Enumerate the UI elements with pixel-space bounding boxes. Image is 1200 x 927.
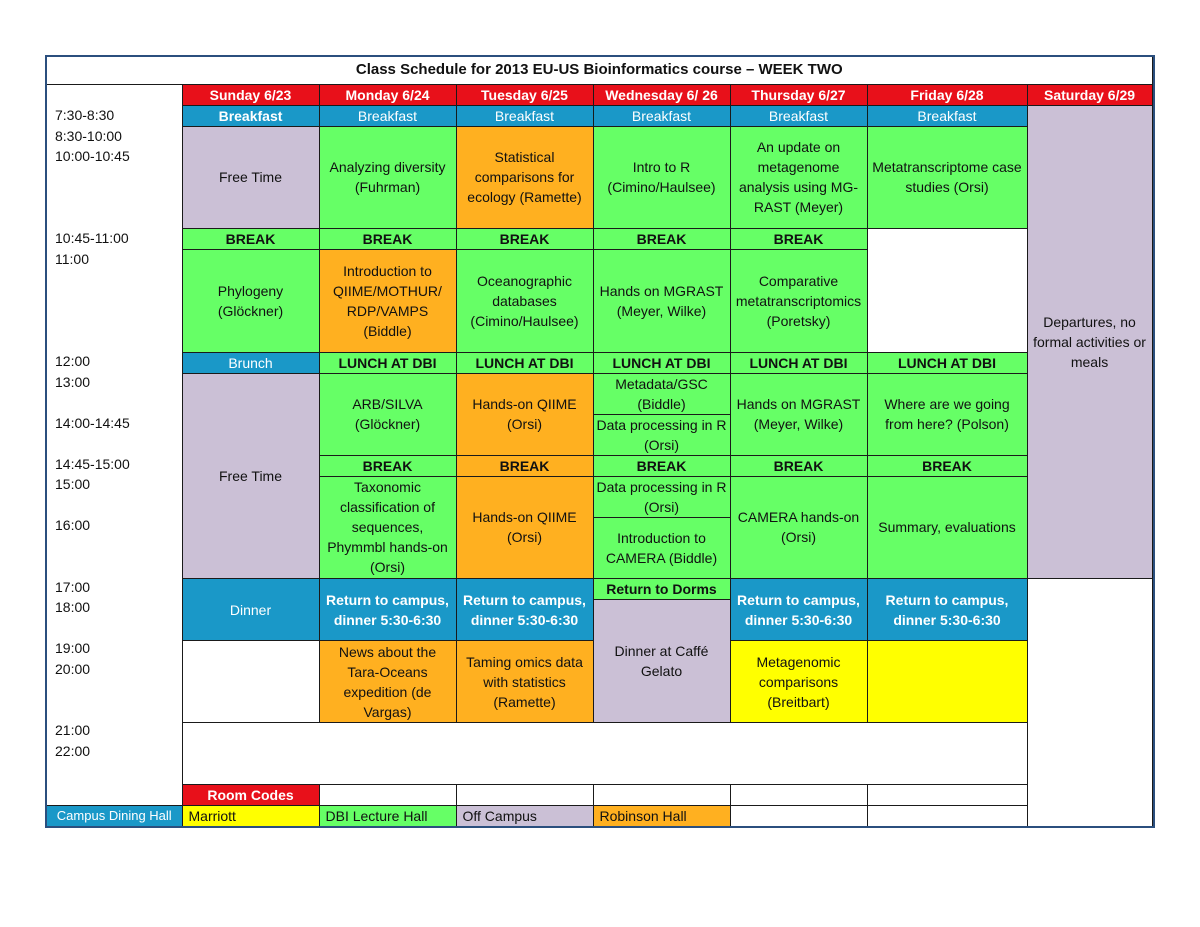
wednesday-lunch: LUNCH AT DBI <box>593 352 730 373</box>
sunday-evening-empty <box>182 641 319 723</box>
sunday-free-time-afternoon: Free Time <box>182 373 319 579</box>
friday-break-2: BREAK <box>867 455 1027 476</box>
monday-session-4: Taxonomic classification of sequences, Phymmbl hands-on (Orsi) <box>319 476 456 579</box>
thursday-break-2: BREAK <box>730 455 867 476</box>
monday-lunch: LUNCH AT DBI <box>319 352 456 373</box>
schedule-title: Class Schedule for 2013 EU-US Bioinformatics course – WEEK TWO <box>46 56 1152 84</box>
legend-marriott: Marriott <box>182 805 319 827</box>
wednesday-break-2: BREAK <box>593 455 730 476</box>
time-column <box>46 105 182 805</box>
late-evening-empty <box>182 723 1027 785</box>
tuesday-session-2: Introduction to QIIME/MOTHUR/ RDP/VAMPS (Biddle) <box>319 250 456 353</box>
sunday-breakfast: Breakfast <box>182 105 319 126</box>
day-header-wednesday: Wednesday 6/ 26 <box>593 84 730 105</box>
time-label: 13:00 <box>55 373 91 390</box>
tuesday-break-1: BREAK <box>319 229 456 250</box>
monday-session-2: Phylogeny (Glöckner) <box>182 250 319 353</box>
time-label: 20:00 <box>55 660 91 677</box>
legend-off-campus: Off Campus <box>456 805 593 827</box>
time-label: 21:00 <box>55 722 91 738</box>
friday-evening-empty <box>867 641 1027 723</box>
friday-session-1: Metatranscriptome case studies (Orsi) <box>867 126 1027 229</box>
wednesday-session-3b: Data processing in R (Orsi) <box>593 414 730 455</box>
time-label: 16:00 <box>55 517 91 533</box>
time-label: 19:00 <box>55 640 91 656</box>
sunday-free-time-morning: Free Time <box>182 126 319 229</box>
legend-dbi-lecture-hall: DBI Lecture Hall <box>319 805 456 827</box>
friday-break-1: BREAK <box>730 229 867 250</box>
schedule-table <box>45 55 1155 828</box>
sunday-brunch: Brunch <box>182 352 319 373</box>
time-label: 12:00 <box>55 353 91 369</box>
day-header-tuesday: Tuesday 6/25 <box>456 84 593 105</box>
monday-break-1: BREAK <box>182 229 319 250</box>
room-codes-label: Room Codes <box>182 784 319 805</box>
tuesday-return: Return to campus, dinner 5:30-6:30 <box>456 579 593 641</box>
time-label: 17:00 <box>55 578 91 595</box>
time-label: 22:00 <box>55 742 91 759</box>
time-label: 18:00 <box>55 599 91 615</box>
day-header-thursday: Thursday 6/27 <box>730 84 867 105</box>
friday-session-2: Comparative metatranscriptomics (Poretsky) <box>730 250 867 353</box>
legend-robinson-hall: Robinson Hall <box>593 805 730 827</box>
tuesday-break-2: BREAK <box>456 455 593 476</box>
monday-evening: News about the Tara-Oceans expedition (de Vargas) <box>319 641 456 723</box>
thursday-return: Return to campus, dinner 5:30-6:30 <box>730 579 867 641</box>
saturday-empty <box>1027 579 1152 827</box>
wednesday-session-4b: Introduction to CAMERA (Biddle) <box>593 517 730 579</box>
friday-breakfast: Breakfast <box>867 105 1027 126</box>
legend-campus-dining: Campus Dining Hall <box>46 805 182 827</box>
wednesday-session-3a: Metadata/GSC (Biddle) <box>593 373 730 414</box>
tuesday-session-1: Statistical comparisons for ecology (Ramette) <box>456 126 593 229</box>
thursday-lunch: LUNCH AT DBI <box>730 352 867 373</box>
wednesday-break-1: BREAK <box>456 229 593 250</box>
monday-return: Return to campus, dinner 5:30-6:30 <box>319 579 456 641</box>
wednesday-session-2: Oceanographic databases (Cimino/Haulsee) <box>456 250 593 353</box>
wednesday-session-4a: Data processing in R (Orsi) <box>593 476 730 517</box>
thursday-breakfast: Breakfast <box>730 105 867 126</box>
time-label: 11:00 <box>55 250 89 267</box>
friday-return: Return to campus, dinner 5:30-6:30 <box>867 579 1027 641</box>
monday-break-2: BREAK <box>319 455 456 476</box>
tuesday-lunch: LUNCH AT DBI <box>456 352 593 373</box>
time-header-blank <box>46 84 182 105</box>
saturday-departures: Departures, no formal activities or meals <box>1027 105 1152 579</box>
friday-session-3: Where are we going from here? (Polson) <box>867 373 1027 455</box>
wednesday-session-1: Intro to R (Cimino/Haulsee) <box>593 126 730 229</box>
time-label: 8:30-10:00 <box>55 127 122 144</box>
day-header-sunday: Sunday 6/23 <box>182 84 319 105</box>
sunday-dinner: Dinner <box>182 579 319 641</box>
wednesday-breakfast: Breakfast <box>593 105 730 126</box>
day-header-friday: Friday 6/28 <box>867 84 1027 105</box>
tuesday-breakfast: Breakfast <box>456 105 593 126</box>
friday-lunch: LUNCH AT DBI <box>867 352 1027 373</box>
tuesday-session-3: Hands-on QIIME (Orsi) <box>456 373 593 455</box>
wednesday-return: Return to Dorms <box>593 579 730 600</box>
time-label: 7:30-8:30 <box>55 107 115 123</box>
time-label: 14:00-14:45 <box>55 414 130 431</box>
thursday-session-4: CAMERA hands-on (Orsi) <box>730 476 867 579</box>
time-label: 14:45-15:00 <box>55 455 130 472</box>
time-label: 10:00-10:45 <box>55 148 130 164</box>
time-label: 10:45-11:00 <box>55 230 129 246</box>
tuesday-session-4: Hands-on QIIME (Orsi) <box>456 476 593 579</box>
monday-breakfast: Breakfast <box>319 105 456 126</box>
thursday-session-2: Hands on MGRAST (Meyer, Wilke) <box>593 250 730 353</box>
thursday-break-1: BREAK <box>593 229 730 250</box>
friday-session-4: Summary, evaluations <box>867 476 1027 579</box>
thursday-evening: Metagenomic comparisons (Breitbart) <box>730 641 867 723</box>
monday-session-1: Analyzing diversity (Fuhrman) <box>319 126 456 229</box>
wednesday-dinner: Dinner at Caffé Gelato <box>593 600 730 723</box>
day-header-saturday: Saturday 6/29 <box>1027 84 1152 105</box>
thursday-session-3: Hands on MGRAST (Meyer, Wilke) <box>730 373 867 455</box>
tuesday-evening: Taming omics data with statistics (Ramette) <box>456 641 593 723</box>
time-label: 15:00 <box>55 476 91 492</box>
day-header-monday: Monday 6/24 <box>319 84 456 105</box>
monday-session-3: ARB/SILVA (Glöckner) <box>319 373 456 455</box>
thursday-session-1: An update on metagenome analysis using MG-RAST (Meyer) <box>730 126 867 229</box>
